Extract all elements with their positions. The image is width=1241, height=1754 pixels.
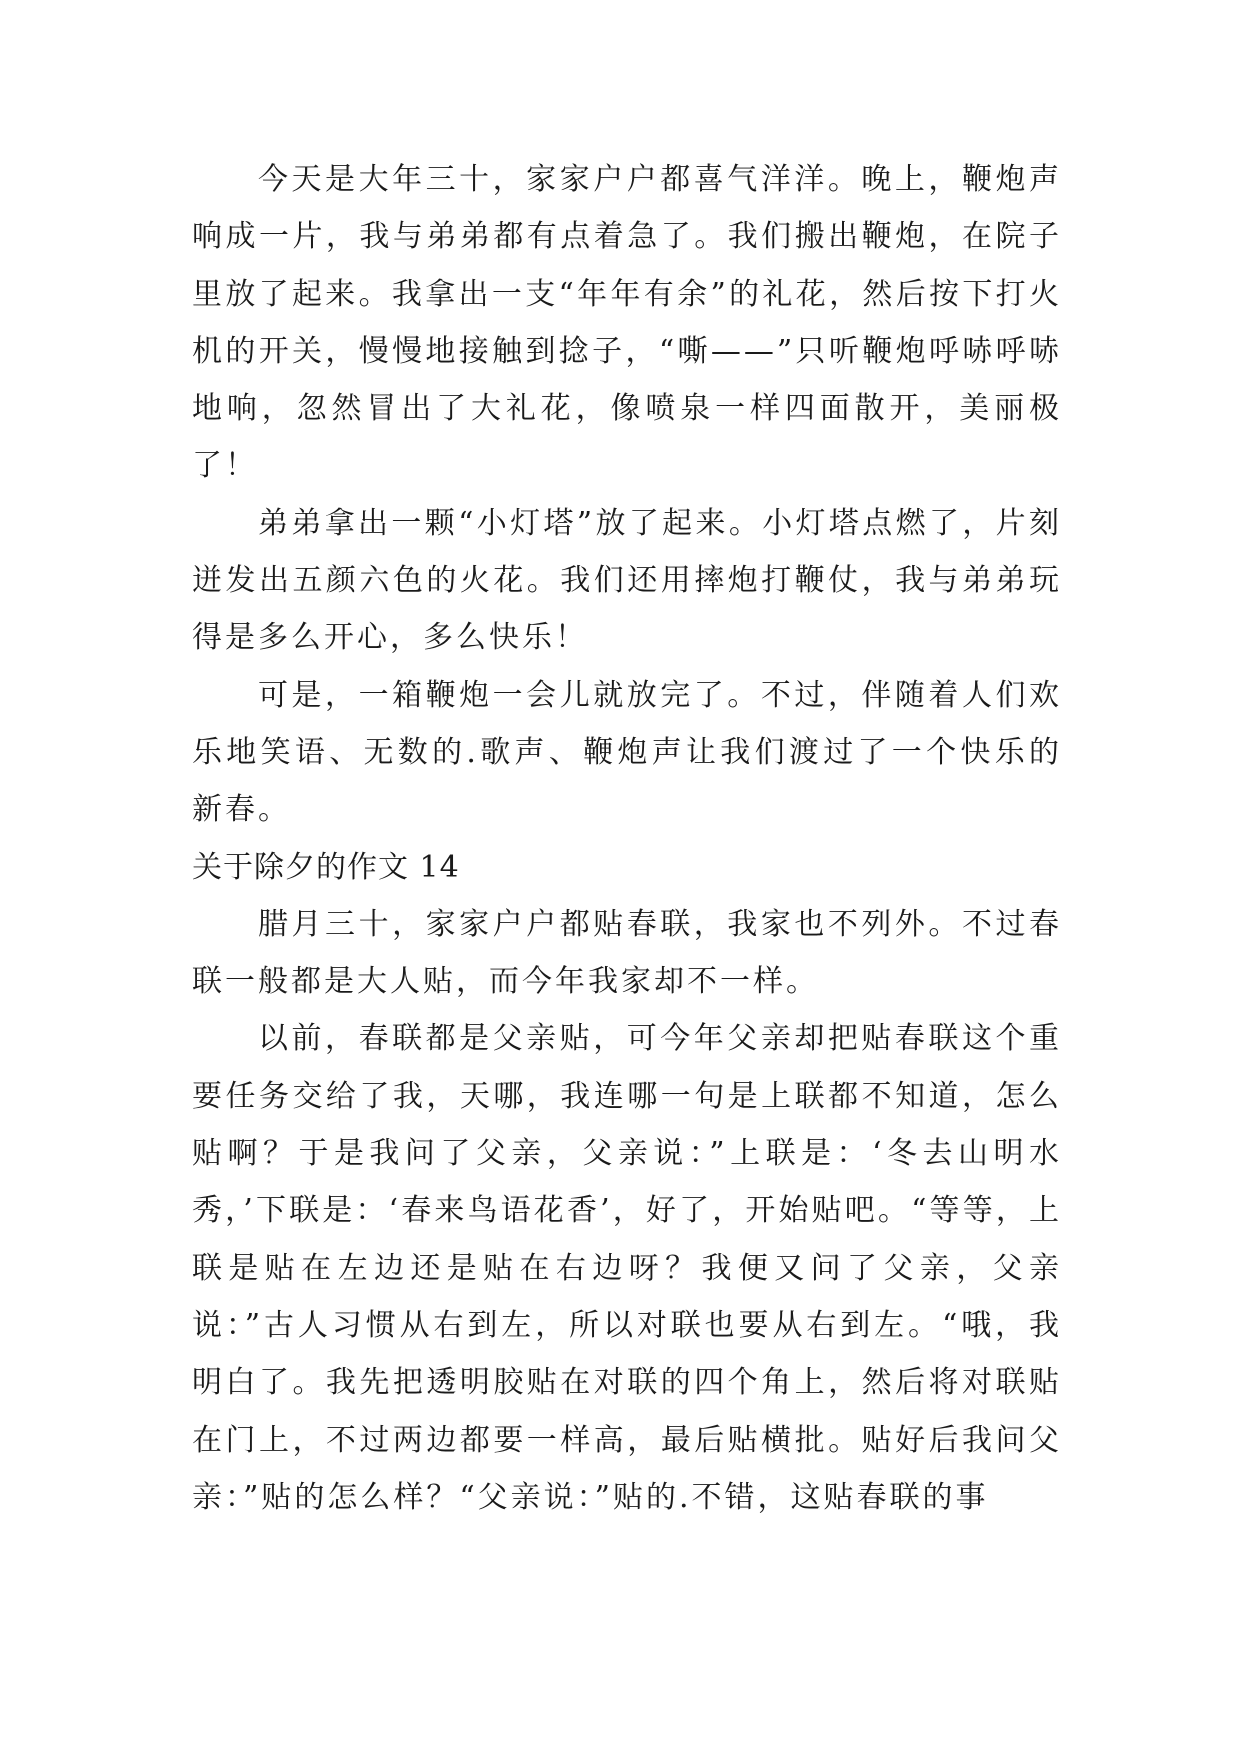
- document-body: [192, 151, 1062, 1526]
- essay-heading: 关于除夕的作文 14: [192, 849, 460, 885]
- paragraph-couplets-intro: 腊月三十，家家户户都贴春联，我家也不列外。不过春联一般都是大人贴，而今年我家却不一样。: [192, 906, 1062, 1000]
- paragraph-firecrackers: 今天是大年三十，家家户户都喜气洋洋。晚上，鞭炮声响成一片，我与弟弟都有点着急了。我们搬出鞭炮，在院子里放了起来。我拿出一支“年年有余”的礼花，然后按下打火机的开关，慢慢地接触到捻子，“嘶——”只听鞭炮呼哧呼哧地响，忽然冒出了大礼花，像喷泉一样四面散开，美丽极了！: [192, 162, 1062, 484]
- paragraph-little-lighthouse: 弟弟拿出一颗“小灯塔”放了起来。小灯塔点燃了，片刻迸发出五颜六色的火花。我们还用摔炮打鞭仗，我与弟弟玩得是多么开心，多么快乐！: [192, 505, 1062, 656]
- paragraph-couplets-story: 以前，春联都是父亲贴，可今年父亲却把贴春联这个重要任务交给了我，天哪，我连哪一句是上联都不知道，怎么贴啊？于是我问了父亲，父亲说：”上联是：‘冬去山明水秀，’下联是：‘春来鸟语花香’，好了，开始贴吧。“等等，上联是贴在左边还是贴在右边呀？我便又问了父亲，父亲说：”古人习惯从右到左，所以对联也要从右到左。“哦，我明白了。我先把透明胶贴在对联的四个角上，然后将对联贴在门上，不过两边都要一样高，最后贴横批。贴好后我问父亲：”贴的怎么样？“父亲说：”贴的.不错，这贴春联的事: [192, 1021, 1062, 1515]
- paragraph-new-spring: 可是，一箱鞭炮一会儿就放完了。不过，伴随着人们欢乐地笑语、无数的.歌声、鞭炮声让我们渡过了一个快乐的新春。: [192, 677, 1062, 828]
